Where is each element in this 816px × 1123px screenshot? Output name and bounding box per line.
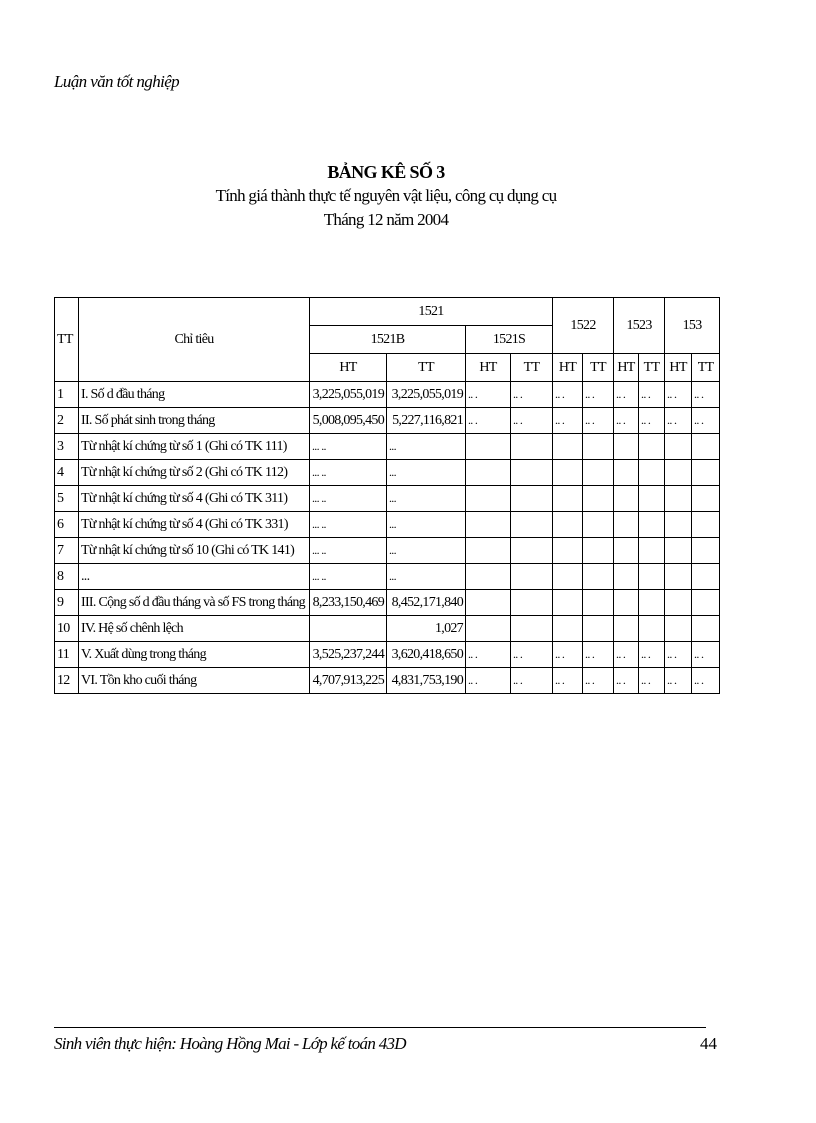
row-label: Từ nhật kí chứng từ số 2 (Ghi có TK 112)	[79, 460, 310, 486]
cell-1521s-tt	[511, 486, 553, 512]
cell-1522-ht	[553, 434, 583, 460]
cell-1523-tt	[639, 486, 665, 512]
cell-1523-tt: .. .	[639, 642, 665, 668]
table-row	[55, 564, 720, 590]
header-1521: 1521	[310, 298, 553, 326]
cell-1521b-ht: ... ..	[310, 564, 387, 590]
cell-1522-ht: .. .	[553, 668, 583, 694]
row-label: II. Số phát sinh trong tháng	[79, 408, 310, 434]
row-number: 1	[55, 382, 79, 408]
cell-1521b-ht: 3,525,237,244	[310, 642, 387, 668]
header-1521s: 1521S	[466, 326, 553, 354]
table-row	[55, 538, 720, 564]
cell-1523-ht	[614, 512, 639, 538]
cell-1521s-ht	[466, 616, 511, 642]
cell-1521b-tt: 5,227,116,821	[387, 408, 466, 434]
cell-153-ht: .. .	[665, 668, 692, 694]
table-header	[55, 298, 720, 382]
document-period: Tháng 12 năm 2004	[323, 210, 449, 229]
cell-1522-tt	[583, 434, 614, 460]
row-number: 2	[55, 408, 79, 434]
row-number: 5	[55, 486, 79, 512]
cell-1522-ht	[553, 486, 583, 512]
cell-1522-tt: .. .	[583, 668, 614, 694]
cell-153-tt	[692, 538, 720, 564]
cell-1521s-ht	[466, 590, 511, 616]
cell-153-ht: .. .	[665, 408, 692, 434]
cell-1521b-ht	[310, 616, 387, 642]
cell-153-ht	[665, 590, 692, 616]
row-number: 8	[55, 564, 79, 590]
cell-1521s-ht	[466, 564, 511, 590]
cell-1521b-ht: ... ..	[310, 486, 387, 512]
header-row-1	[55, 298, 720, 326]
cell-1521b-ht: 5,008,095,450	[310, 408, 387, 434]
cell-1522-ht: .. .	[553, 408, 583, 434]
cell-1522-tt: .. .	[583, 408, 614, 434]
cell-1522-tt	[583, 486, 614, 512]
cell-1523-ht	[614, 434, 639, 460]
cell-153-tt	[692, 486, 720, 512]
table-row	[55, 642, 720, 668]
cell-1521b-tt: ...	[387, 564, 466, 590]
cell-1521s-ht: .. .	[466, 642, 511, 668]
cell-1523-tt	[639, 434, 665, 460]
page-number: 44	[700, 1034, 717, 1053]
document-subtitle: Tính giá thành thực tế nguyên vật liệu, công cụ dụng cụ	[215, 186, 557, 205]
cell-1523-ht	[614, 616, 639, 642]
cell-153-ht	[665, 564, 692, 590]
document-title: BẢNG KÊ SỐ 3	[327, 162, 445, 182]
cell-153-tt: .. .	[692, 642, 720, 668]
cell-1521b-ht: 4,707,913,225	[310, 668, 387, 694]
row-number: 10	[55, 616, 79, 642]
row-number: 7	[55, 538, 79, 564]
header-ht: HT	[466, 354, 511, 382]
cell-1522-ht: .. .	[553, 642, 583, 668]
cell-153-ht	[665, 538, 692, 564]
cell-1521s-tt: .. .	[511, 382, 553, 408]
cell-1521s-tt	[511, 512, 553, 538]
row-label: Từ nhật kí chứng từ số 4 (Ghi có TK 331)	[79, 512, 310, 538]
cell-1523-ht	[614, 564, 639, 590]
cell-1522-ht: .. .	[553, 382, 583, 408]
cell-1521b-tt: 3,620,418,650	[387, 642, 466, 668]
cell-1523-tt: .. .	[639, 382, 665, 408]
row-label: IV. Hệ số chênh lệch	[79, 616, 310, 642]
cell-153-tt: .. .	[692, 408, 720, 434]
cell-1521s-tt: .. .	[511, 408, 553, 434]
cell-1523-ht: .. .	[614, 408, 639, 434]
row-label: ...	[79, 564, 310, 590]
cell-153-tt	[692, 590, 720, 616]
cell-1521b-tt: 1,027	[387, 616, 466, 642]
cell-1521s-tt: .. .	[511, 668, 553, 694]
cell-1521s-tt	[511, 434, 553, 460]
row-label: III. Cộng số d đầu tháng và số FS trong tháng	[79, 590, 310, 616]
cell-153-tt	[692, 460, 720, 486]
footer-author: Sinh viên thực hiện: Hoàng Hồng Mai - Lớp kế toán 43D	[54, 1034, 406, 1053]
cell-1523-tt	[639, 564, 665, 590]
header-1522: 1522	[553, 298, 614, 354]
cell-153-ht: .. .	[665, 642, 692, 668]
table-row	[55, 460, 720, 486]
row-number: 9	[55, 590, 79, 616]
cell-1522-tt	[583, 590, 614, 616]
cell-1522-tt: .. .	[583, 642, 614, 668]
running-header: Luận văn tốt nghiệp	[54, 72, 180, 91]
footer-rule	[54, 1027, 706, 1028]
cell-1521b-tt: ...	[387, 512, 466, 538]
cell-1523-ht	[614, 486, 639, 512]
cell-1523-tt: .. .	[639, 668, 665, 694]
header-tt-col: TT	[511, 354, 553, 382]
cell-1523-tt	[639, 538, 665, 564]
row-label: Từ nhật kí chứng từ số 4 (Ghi có TK 311)	[79, 486, 310, 512]
table-row	[55, 590, 720, 616]
table-body	[55, 382, 720, 694]
row-label: I. Số d đầu tháng	[79, 382, 310, 408]
table-row	[55, 486, 720, 512]
row-label: Từ nhật kí chứng từ số 1 (Ghi có TK 111)	[79, 434, 310, 460]
cell-1521b-ht: 8,233,150,469	[310, 590, 387, 616]
header-tt-col: TT	[639, 354, 665, 382]
cell-1523-ht: .. .	[614, 668, 639, 694]
cell-1521b-ht: ... ..	[310, 434, 387, 460]
cell-153-ht	[665, 434, 692, 460]
cell-1521b-tt: ...	[387, 434, 466, 460]
cell-1521s-tt	[511, 590, 553, 616]
cell-153-ht	[665, 486, 692, 512]
table-row	[55, 408, 720, 434]
cell-1521b-tt: ...	[387, 486, 466, 512]
cell-1522-tt	[583, 538, 614, 564]
cell-1523-tt	[639, 616, 665, 642]
header-153: 153	[665, 298, 720, 354]
cell-1522-ht	[553, 564, 583, 590]
header-chi-tieu: Chỉ tiêu	[79, 298, 310, 382]
cell-153-ht	[665, 616, 692, 642]
header-tt-col: TT	[387, 354, 466, 382]
cell-1522-ht	[553, 590, 583, 616]
cell-153-ht	[665, 512, 692, 538]
cell-1521b-tt: 4,831,753,190	[387, 668, 466, 694]
header-1521b: 1521B	[310, 326, 466, 354]
cell-1523-ht	[614, 590, 639, 616]
row-label: V. Xuất dùng trong tháng	[79, 642, 310, 668]
cell-1523-tt: .. .	[639, 408, 665, 434]
cell-1521s-ht: .. .	[466, 382, 511, 408]
cell-1521s-tt	[511, 460, 553, 486]
cell-1521s-ht	[466, 460, 511, 486]
cell-1521s-tt	[511, 538, 553, 564]
title-block	[170, 160, 602, 232]
cell-1521b-ht: ... ..	[310, 538, 387, 564]
cell-1523-tt	[639, 460, 665, 486]
row-label: Từ nhật kí chứng từ số 10 (Ghi có TK 141)	[79, 538, 310, 564]
table-row	[55, 512, 720, 538]
cell-1521s-ht	[466, 486, 511, 512]
table-row	[55, 382, 720, 408]
cell-153-tt	[692, 616, 720, 642]
cell-1521b-ht: ... ..	[310, 460, 387, 486]
cell-1521s-ht	[466, 434, 511, 460]
header-ht: HT	[614, 354, 639, 382]
cell-1522-tt	[583, 460, 614, 486]
cell-1521b-tt: 8,452,171,840	[387, 590, 466, 616]
cell-153-ht: .. .	[665, 382, 692, 408]
cell-1522-ht	[553, 460, 583, 486]
cell-1522-tt	[583, 616, 614, 642]
cell-1522-tt	[583, 564, 614, 590]
cell-1521s-tt: .. .	[511, 642, 553, 668]
cell-1521s-ht	[466, 512, 511, 538]
cell-1522-tt	[583, 512, 614, 538]
header-ht: HT	[553, 354, 583, 382]
cell-1522-tt: .. .	[583, 382, 614, 408]
row-number: 11	[55, 642, 79, 668]
cell-153-tt	[692, 564, 720, 590]
cell-1523-ht	[614, 538, 639, 564]
cell-1521s-ht: .. .	[466, 408, 511, 434]
cell-153-tt	[692, 434, 720, 460]
cell-153-tt: .. .	[692, 382, 720, 408]
cell-1521b-tt: ...	[387, 538, 466, 564]
cell-153-tt: .. .	[692, 668, 720, 694]
cell-1521b-ht: ... ..	[310, 512, 387, 538]
cell-1523-ht	[614, 460, 639, 486]
header-tt: TT	[55, 298, 79, 382]
cell-1523-ht: .. .	[614, 642, 639, 668]
header-tt-col: TT	[583, 354, 614, 382]
row-label: VI. Tồn kho cuối tháng	[79, 668, 310, 694]
cell-153-ht	[665, 460, 692, 486]
cell-1522-ht	[553, 616, 583, 642]
row-number: 12	[55, 668, 79, 694]
cell-1521b-ht: 3,225,055,019	[310, 382, 387, 408]
cell-1521s-ht	[466, 538, 511, 564]
row-number: 3	[55, 434, 79, 460]
cell-1521s-tt	[511, 564, 553, 590]
header-1523: 1523	[614, 298, 665, 354]
cell-1521s-tt	[511, 616, 553, 642]
table-row	[55, 668, 720, 694]
header-ht: HT	[665, 354, 692, 382]
row-number: 6	[55, 512, 79, 538]
cell-1523-tt	[639, 512, 665, 538]
cell-1521b-tt: ...	[387, 460, 466, 486]
table-row	[55, 434, 720, 460]
cell-1521b-tt: 3,225,055,019	[387, 382, 466, 408]
row-number: 4	[55, 460, 79, 486]
cell-1522-ht	[553, 538, 583, 564]
cell-1523-ht: .. .	[614, 382, 639, 408]
cell-153-tt	[692, 512, 720, 538]
cell-1522-ht	[553, 512, 583, 538]
cell-1521s-ht: .. .	[466, 668, 511, 694]
table-row	[55, 616, 720, 642]
header-tt-col: TT	[692, 354, 720, 382]
cell-1523-tt	[639, 590, 665, 616]
ledger-table	[54, 297, 720, 694]
header-ht: HT	[310, 354, 387, 382]
